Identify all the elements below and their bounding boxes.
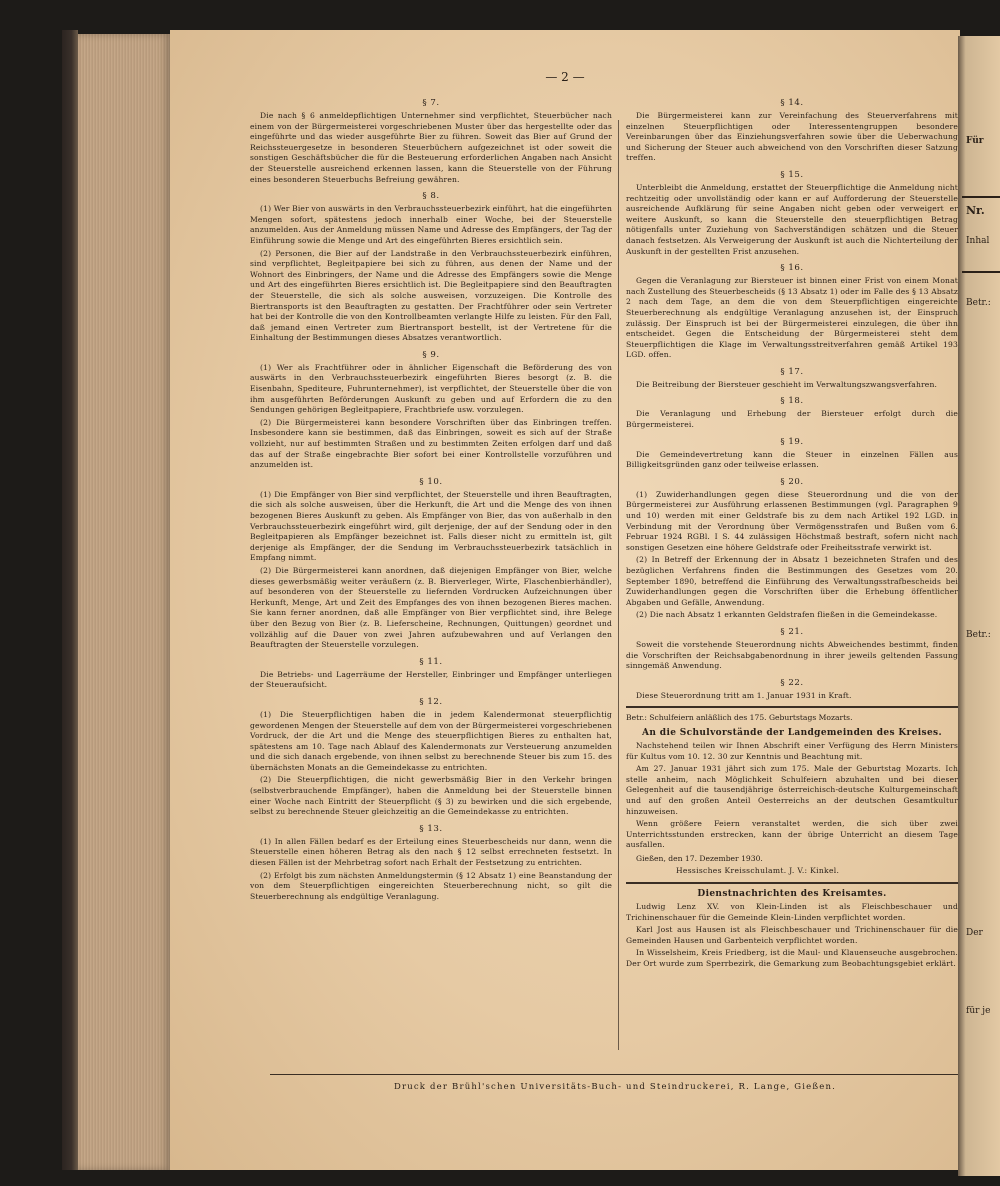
right-column <box>626 92 958 972</box>
adjacent-page-text: Nr. <box>966 204 985 217</box>
section-paragraph: (2) Personen, die Bier auf der Landstraße in den Verbrauchssteuerbezirk einführen, sind verpflichtet, Begleitpapiere bei sich zu führen, aus denen der Name und der Wohnort des Einbringers, der Name und die Adresse des Empfängers sowie die Menge und Art des eingeführten Bieres ersichtlich ist. Die Begleitpapiere sind den Beauftragten der Steuerstelle, die sich als solche ausweisen, vorzuzeigen. Die Kontrolle des Biertransports ist den Beauftragten zu gestatten. Der Frachtführer oder sein Vertreter hat bei der Kontrolle die von den Kontrollbeamten verlangte Hilfe zu leisten. Für den Fall, daß jemand einen Vertreter zum Biertransport bestellt, ist der Vertretene für die Einhaltung der Bestimmungen dieses Absatzes verantwortlich. <box>250 248 612 343</box>
section-number: § 10. <box>419 476 443 487</box>
right-sections <box>626 98 958 701</box>
section-number: § 8. <box>422 191 440 202</box>
notice-paragraph: Wenn größere Feiern veranstaltet werden, die sich über zwei Unterrichtsstunden erstrecken, kann der übrige Unterricht an diesem Tage ausfallen. <box>626 819 958 850</box>
section-paragraph: (1) Wer Bier von auswärts in den Verbrauchssteuerbezirk einführt, hat die eingeführten Mengen sofort, spätestens jedoch innerhalb einer Woche, bei der Steuerstelle anzumelden. Aus der Anmeldung müssen Name und Adresse des Empfängers, der Tag der Einführung sowie die Menge und Art des eingeführten Bieres ersichtlich sein. <box>250 204 612 245</box>
printer-imprint: Druck der Brühl'schen Universitäts-Buch- und Steindruckerei, R. Lange, Gießen. <box>393 1082 837 1092</box>
section-paragraph: Die Betriebs- und Lagerräume der Hersteller, Einbringer und Empfänger unterliegen der Steueraufsicht. <box>250 669 612 690</box>
service-news-paragraph: Ludwig Lenz XV. von Klein-Linden ist als Fleischbeschauer und Trichinenschauer für die Gemeinde Klein-Linden verpflichtet worden. <box>626 902 958 922</box>
left-column <box>250 92 612 904</box>
section-number: § 13. <box>419 823 443 834</box>
section-paragraph: (2) Die nach Absatz 1 erkannten Geldstrafen fließen in die Gemeindekasse. <box>636 610 938 620</box>
adjacent-page-text: für je <box>966 1006 991 1016</box>
adjacent-page-text: Inhal <box>966 236 990 246</box>
adjacent-page-text: Für <box>966 136 984 146</box>
section-paragraph: (1) In allen Fällen bedarf es der Erteilung eines Steuerbescheids nur dann, wenn die Steuerstelle einen höheren Betrag als den nach § 12 selbst errechneten festsetzt. In diesen Fällen ist der Mehrbetrag sofort nach Erhalt der Festsetzung zu entrichten. <box>250 836 612 868</box>
section-paragraph: Soweit die vorstehende Steuerordnung nichts Abweichendes bestimmt, finden die Vorschriften der Reichsabgabenordnung in ihrer jeweils geltenden Fassung sinngemäß Anwendung. <box>626 639 958 671</box>
adjacent-page-edge <box>958 36 1000 1176</box>
adjacent-page-text: Der <box>966 928 983 938</box>
notice-paragraph: Am 27. Januar 1931 jährt sich zum 175. Male der Geburtstag Mozarts. Ich stelle anheim, nach Möglichkeit Schulfeiern abzuhalten und bei dieser Gelegenheit auf die tausendjährige österreichisch-deutsche Kulturgemeinschaft und auf den großen Anteil Oesterreichs an der deutschen Gesamtkultur hinzuweisen. <box>626 764 958 816</box>
adjacent-page-text: Betr.: <box>966 298 991 308</box>
section-paragraph: Gegen die Veranlagung zur Biersteuer ist binnen einer Frist von einem Monat nach Zustellung des Steuerbescheids (§ 13 Absatz 1) oder im Falle des § 13 Absatz 2 nach dem Tage, an dem die von dem Steuerpflichtigen eingereichte Steuerberechnung als endgültige Veranlagung anzusehen ist, der Einspruch zulässig. Der Einspruch ist bei der Bürgermeisterei einzulegen, die über ihn entscheidet. Gegen die Entscheidung der Bürgermeisterei steht dem Steuerpflichtigen die Klage im Verwaltungsstreitverfahren gemäß Artikel 193 LGD. offen. <box>626 276 958 360</box>
section-number: § 14. <box>780 98 804 108</box>
section-paragraph: Unterbleibt die Anmeldung, erstattet der Steuerpflichtige die Anmeldung nicht rechtzeitig oder unvollständig oder kann er auf Aufforderung der Steuerstelle ausreichende Aufklärung für seine Angaben nicht geben oder verweigert er weitere Auskunft, so kann die Steuerstelle den steuerpflichtigen Betrag nötigenfalls unter Zuziehung von Sachverständigen schätzen und die Steuer danach festsetzen. Als Verweigerung der Auskunft ist auch die Nichterteilung der Auskunft in der gestellten Frist anzusehen. <box>626 182 958 256</box>
section-paragraph: (2) Die Bürgermeisterei kann anordnen, daß diejenigen Empfänger von Bier, welche dieses gewerbsmäßig weiter veräußern (z. B. Bierverleger, Wirte, Flaschenbierhändler), auf besonderen von der Steuerstelle zu liefernden Vordrucken Aufzeichnungen über Herkunft, Menge, Art und Zeit des Empfanges des von ihnen bezogenen Bieres machen. Sie kann ferner anordnen, daß alle Empfänger von Bier verpflichtet sind, ihre Belege über den Bezug von Bier (z. B. Lieferscheine, Rechnungen, Quittungen) geordnet und vollzählig auf die Dauer von zwei Jahren aufzubewahren und auf Verlangen den Beauftragten der Steuerstelle vorzulegen. <box>250 565 612 650</box>
notice-heading: An die Schulvorstände der Landgemeinden des Kreises. <box>642 727 942 738</box>
section-paragraph: Die Veranlagung und Erhebung der Biersteuer erfolgt durch die Bürgermeisterei. <box>626 409 958 430</box>
divider <box>626 882 958 884</box>
notice-place-date: Gießen, den 17. Dezember 1930. <box>636 853 763 863</box>
column-divider <box>618 120 619 1050</box>
adjacent-page-rule <box>962 196 1000 198</box>
page-stack-edge <box>78 34 170 1170</box>
footer-rule <box>270 1074 960 1075</box>
section-number: § 16. <box>780 263 804 274</box>
section-paragraph: (1) Zuwiderhandlungen gegen diese Steuerordnung und die von der Bürgermeisterei zur Ausführung erlassenen Bestimmungen (vgl. Paragraphen 9 und 10) werden mit einer Geldstrafe bis zu dem nach Artikel 192 LGD. in Verbindung mit der Verordnung über Vermögensstrafen und Bußen vom 6. Februar 1924 RGBl. I S. 44 zulässigen Höchstmaß bestraft, sofern nicht nach sonstigen Gesetzen eine höhere Geldstrafe oder Freiheitsstrafe verwirkt ist. <box>626 489 958 552</box>
service-news-paragraph: Karl Jost aus Hausen ist als Fleischbeschauer und Trichinenschauer für die Gemeinden Hausen und Garbenteich verpflichtet worden. <box>626 925 958 945</box>
section-paragraph: Die Gemeindevertretung kann die Steuer in einzelnen Fällen aus Billigkeitsgründen ganz oder teilweise erlassen. <box>626 449 958 470</box>
section-paragraph: (2) In Betreff der Erkennung der in Absatz 1 bezeichneten Strafen und des bezüglichen Verfahrens finden die Bestimmungen des Gesetzes vom 20. September 1890, betreffend die Einführung des Verwaltungsstrafbescheids bei Zuwiderhandlungen gegen die Vorschriften über die Erhebung öffentlicher Abgaben und Gefälle, Anwendung. <box>626 555 958 607</box>
section-paragraph: Die nach § 6 anmeldepflichtigen Unternehmer sind verpflichtet, Steuerbücher nach einem von der Bürgermeisterei vorgeschriebenen Muster über das hergestellte oder das eingeführte und das wieder ausgeführte Bier zu führen. Soweit das Bier auf Grund der Reichssteuergesetze in besonderen Steuerbüchern aufgezeichnet ist oder soweit die sonstigen Geschäftsbücher die für die Besteuerung erforderlichen Angaben nach Ansicht der Steuerstelle ausreichend erkennen lassen, kann die Steuerstelle von der Führung eines besonderen Steuerbuchs Befreiung gewähren. <box>250 111 612 184</box>
section-number: § 21. <box>780 626 804 637</box>
section-number: § 22. <box>780 677 804 688</box>
section-number: § 12. <box>419 696 443 707</box>
book-spine <box>62 30 78 1170</box>
section-number: § 11. <box>419 656 443 667</box>
section-paragraph: Die Beitreibung der Biersteuer geschieht im Verwaltungszwangsverfahren. <box>636 379 938 389</box>
document-page <box>170 30 960 1170</box>
section-number: § 7. <box>422 98 440 108</box>
section-number: § 19. <box>780 436 804 447</box>
section-number: § 17. <box>780 366 804 377</box>
section-paragraph: (2) Erfolgt bis zum nächsten Anmeldungstermin (§ 12 Absatz 1) eine Beanstandung der von dem Steuerpflichtigen eingereichten Steuerberechnung nicht, so gilt die Steuerberechnung als endgültige Veranlagung. <box>250 870 612 901</box>
notice-signature: Hessisches Kreisschulamt. J. V.: Kinkel. <box>676 866 840 876</box>
section-paragraph: (2) Die Bürgermeisterei kann besondere Vorschriften über das Einbringen treffen. Insbesondere kann sie bestimmen, daß das Einbringen, soweit es sich auf der Straße vollzieht, nur auf bestimmten Straßen und zu bestimmten Zeiten erfolgen darf und daß das auf der Straße eingebrachte Bier sofort bei einer Kontrollstelle vorzuführen und anzumelden ist. <box>250 417 612 470</box>
service-news-paragraph: In Wisselsheim, Kreis Friedberg, ist die Maul- und Klauenseuche ausgebrochen. Der Ort wurde zum Sperrbezirk, die Gemarkung zum Beobachtungsgebiet erklärt. <box>626 948 958 969</box>
page-number: — 2 — <box>545 70 585 84</box>
section-paragraph: (2) Die Steuerpflichtigen, die nicht gewerbsmäßig Bier in den Verkehr bringen (selbstverbrauchende Empfänger), haben die Anmeldung bei der Steuerstelle binnen einer Woche nach Eintritt der Steuerpflicht (§ 3) zu bewirken und die sich ergebende, selbst zu berechnende Steuer gleichzeitig an die Gemeindekasse zu entrichten. <box>250 775 612 817</box>
notice-paragraph: Nachstehend teilen wir Ihnen Abschrift einer Verfügung des Herrn Ministers für Kultus vom 10. 12. 30 zur Kenntnis und Beachtung mit. <box>626 740 958 761</box>
service-news-heading: Dienstnachrichten des Kreisamtes. <box>697 889 887 900</box>
section-paragraph: (1) Die Steuerpflichtigen haben die in jedem Kalendermonat steuerpflichtig gewordenen Mengen der Steuerstelle auf dem von der Bürgermeisterei vorgeschriebenen Vordruck, der die Art und die Menge des steuerpflichtigen Bieres zu enthalten hat, spätestens am 10. Tage nach Ablauf des Kalendermonats zur Versteuerung anzumelden und die sich danach ergebende, von ihnen selbst zu berechnende Steuer bis zum 15. des übernächsten Monats an die Gemeindekasse zu entrichten. <box>250 709 612 772</box>
notice-subject: Betr.: Schulfeiern anläßlich des 175. Geburtstags Mozarts. <box>626 713 853 723</box>
section-number: § 18. <box>780 396 804 407</box>
section-number: § 15. <box>780 169 804 180</box>
section-number: § 9. <box>422 349 440 360</box>
section-number: § 20. <box>780 476 804 487</box>
divider <box>626 706 958 708</box>
adjacent-page-text: Betr.: <box>966 630 991 640</box>
adjacent-page-rule <box>962 271 1000 273</box>
section-paragraph: Diese Steuerordnung tritt am 1. Januar 1931 in Kraft. <box>636 690 852 700</box>
section-paragraph: (1) Die Empfänger von Bier sind verpflichtet, der Steuerstelle und ihren Beauftragten, die sich als solche ausweisen, über die Herkunft, die Art und die Menge des von ihnen bezogenen Bieres Auskunft zu geben. Als Empfänger von Bier, das von außerhalb in den Verbrauchssteuerbezirk eingeführt wird, gilt derjenige, der auf der Sendung oder in den Begleitpapieren als Empfänger bezeichnet ist. Falls dieser nicht zu ermitteln ist, gilt derjenige als Empfänger, der die Sendung im Verbrauchssteuerbezirk tatsächlich in Empfang nimmt. <box>250 489 612 563</box>
section-paragraph: Die Bürgermeisterei kann zur Vereinfachung des Steuerverfahrens mit einzelnen Steuerpflichtigen oder Interessentengruppen besondere Vereinbarungen über das Einziehungsverfahren sowie über die Ueberwachung und Sicherung der Steuer auch abweichend von den Vorschriften dieser Satzung treffen. <box>626 111 958 163</box>
section-paragraph: (1) Wer als Frachtführer oder in ähnlicher Eigenschaft die Beförderung des von auswärts in den Verbrauchssteuerbezirk eingeführten Bieres besorgt (z. B. die Eisenbahn, Spediteure, Fuhrunternehmer), ist verpflichtet, der Steuerstelle über die von ihm ausgeführten Beförderungen Auskunft zu geben und auf Erfordern die zu den Sendungen gehörigen Begleitpapiere, Frachtbriefe usw. vorzulegen. <box>250 362 612 415</box>
